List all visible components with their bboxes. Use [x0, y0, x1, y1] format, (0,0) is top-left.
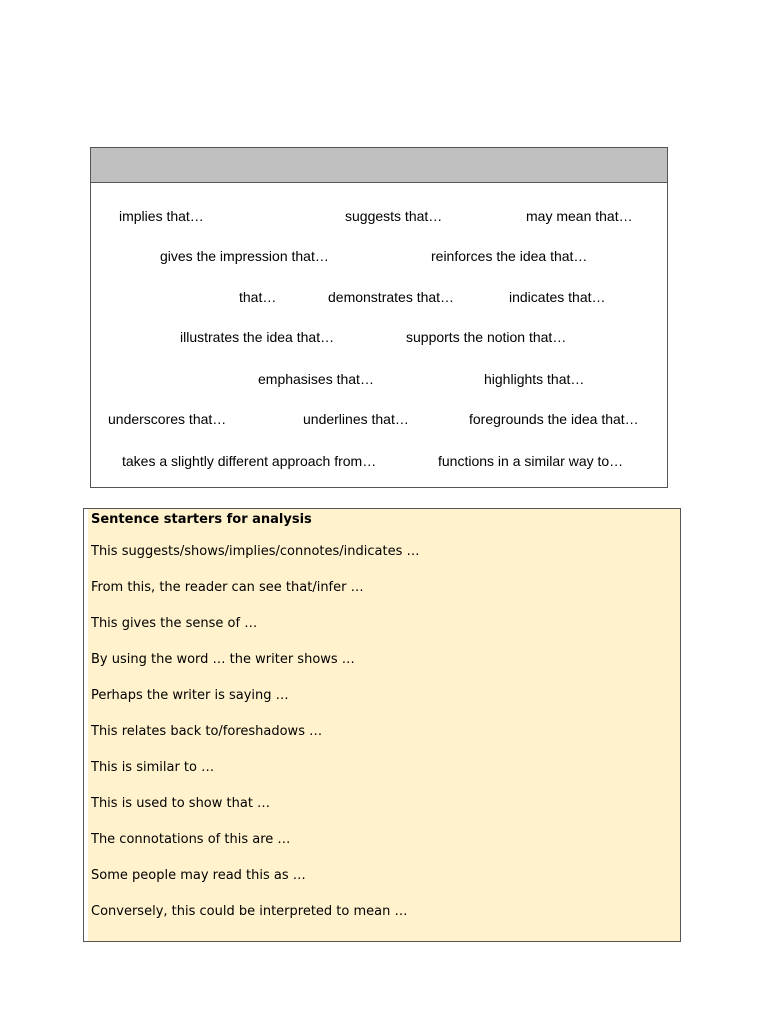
- phrase-suggests: suggests that…: [345, 208, 443, 224]
- phrase-bank-box: [90, 147, 668, 488]
- starters-title: Sentence starters for analysis: [91, 512, 312, 527]
- phrase-implies: implies that…: [119, 208, 204, 224]
- starter-item: This gives the sense of …: [91, 616, 258, 631]
- phrase-supports: supports the notion that…: [406, 329, 567, 345]
- phrase-bank-header: [91, 148, 667, 183]
- phrase-different-approach: takes a slightly different approach from…: [122, 453, 377, 469]
- phrase-that: that…: [239, 289, 277, 305]
- starter-item: From this, the reader can see that/infer …: [91, 580, 364, 595]
- starter-item: Conversely, this could be interpreted to mean …: [91, 904, 408, 919]
- sentence-starters-box: [83, 508, 681, 942]
- starter-item: Some people may read this as …: [91, 868, 306, 883]
- phrase-underlines: underlines that…: [303, 411, 409, 427]
- phrase-reinforces: reinforces the idea that…: [431, 248, 588, 264]
- phrase-gives-impression: gives the impression that…: [160, 248, 329, 264]
- phrase-highlights: highlights that…: [484, 371, 585, 387]
- starter-item: This is similar to …: [91, 760, 215, 775]
- phrase-underscores: underscores that…: [108, 411, 227, 427]
- box-left-margin: [84, 509, 88, 941]
- phrase-emphasises: emphasises that…: [258, 371, 374, 387]
- phrase-may-mean: may mean that…: [526, 208, 633, 224]
- starter-item: The connotations of this are …: [91, 832, 291, 847]
- starter-item: By using the word … the writer shows …: [91, 652, 355, 667]
- starter-item: This is used to show that …: [91, 796, 271, 811]
- starter-item: This relates back to/foreshadows …: [91, 724, 323, 739]
- phrase-foregrounds: foregrounds the idea that…: [469, 411, 639, 427]
- starter-item: Perhaps the writer is saying …: [91, 688, 289, 703]
- phrase-demonstrates: demonstrates that…: [328, 289, 455, 305]
- phrase-indicates: indicates that…: [509, 289, 606, 305]
- starter-item: This suggests/shows/implies/connotes/indicates …: [91, 544, 420, 559]
- phrase-similar-way: functions in a similar way to…: [438, 453, 624, 469]
- phrase-illustrates: illustrates the idea that…: [180, 329, 335, 345]
